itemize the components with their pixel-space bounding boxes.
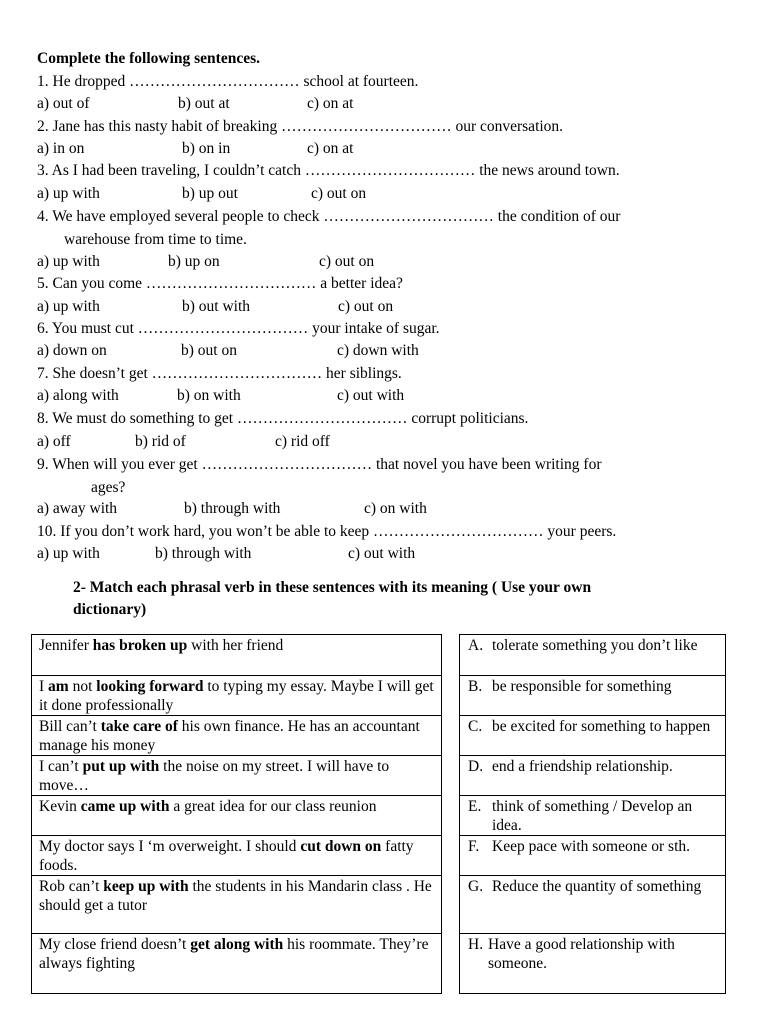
meaning-cell-c [460,715,725,755]
question-3: 3. As I had been traveling, I couldn’t catch …………………………… the news around town. [37,162,620,179]
meanings-table [459,634,726,994]
phrasal-verb: has broken up [92,637,188,654]
sentence-text: not [68,678,97,695]
question-10-option-c: c) out with [348,545,416,562]
sentence-cell-7 [32,875,441,933]
sentence-text: I can’t [39,758,83,775]
question-10: 10. If you don’t work hard, you won’t be able to keep …………………………… your peers. [37,523,617,540]
meaning-text: Reduce the quantity of something [492,878,702,895]
question-5-option-b: b) out with [182,298,251,315]
sentence-text: to typing my essay. Maybe I will get it done professionally [39,678,434,714]
sentence-text: Kevin [39,798,81,815]
phrasal-verb: looking forward [96,678,204,695]
meaning-cell-g [460,875,725,933]
sentence-cell-1 [32,635,441,675]
question-9-option-c: c) on with [364,500,427,517]
sentence-cell-3 [32,715,441,755]
sentence-cell-4 [32,755,441,795]
question-7: 7. She doesn’t get …………………………… her siblings. [37,365,402,382]
question-4-option-a: a) up with [37,253,100,270]
meaning-text: be responsible for something [492,678,672,695]
sentence-text: the noise on my street. I will have to move… [39,758,390,794]
phrasal-verb: came up with [80,798,170,815]
question-6-option-a: a) down on [37,342,107,359]
sentence-text: the students in his Mandarin class . He should get a tutor [39,878,432,914]
question-7-option-c: c) out with [337,387,405,404]
question-5-option-c: c) out on [338,298,394,315]
meaning-letter: E. [468,798,482,815]
sentence-text: his roommate. They’re always fighting [39,936,429,972]
meaning-cell-d [460,755,725,795]
meaning-letter: H. [468,936,484,953]
sentence-text: My close friend doesn’t [39,936,191,953]
question-9-option-b: b) through with [184,500,281,517]
question-1-option-b: b) out at [178,95,230,112]
meaning-cell-b [460,675,725,715]
meaning-letter: B. [468,678,483,695]
phrasal-verb: keep up with [103,878,189,895]
sentence-cell-6 [32,835,441,875]
sentence-cell-2 [32,675,441,715]
meaning-letter: G. [468,878,484,895]
meaning-text: end a friendship relationship. [492,758,673,775]
question-7-option-a: a) along with [37,387,119,404]
question-3-option-a: a) up with [37,185,100,202]
question-8-option-a: a) off [37,433,71,450]
question-2-option-a: a) in on [37,140,85,157]
sentence-text: fatty foods. [39,838,414,874]
sentence-cell-5 [32,795,441,835]
phrasal-verb: am [48,678,69,695]
meaning-cell-h [460,933,725,993]
question-4-continuation: warehouse from time to time. [64,231,247,248]
phrasal-verb: take care of [100,718,178,735]
meaning-cell-e [460,795,725,835]
meaning-text: think of something / Develop an idea. [492,798,693,834]
phrasal-verb: put up with [82,758,160,775]
meaning-text: Keep pace with someone or sth. [492,838,690,855]
sentence-text: Jennifer [39,637,93,654]
question-1-option-a: a) out of [37,95,90,112]
sentence-text: I [39,678,49,695]
question-7-option-b: b) on with [177,387,241,404]
question-8-option-b: b) rid of [135,433,186,450]
phrasal-verb: get along with [190,936,284,953]
sentences-table [31,634,442,994]
phrasal-verb: cut down on [300,838,382,855]
question-8-option-c: c) rid off [275,433,330,450]
section1-title: Complete the following sentences. [37,50,260,67]
question-3-option-c: c) out on [311,185,367,202]
question-2: 2. Jane has this nasty habit of breaking …………………………… our conversation. [37,118,564,135]
question-9-option-a: a) away with [37,500,118,517]
question-1: 1. He dropped …………………………… school at fourteen. [37,73,419,90]
sentence-text: with her friend [187,637,284,654]
question-9: 9. When will you ever get …………………………… that novel you have been writing for [37,456,602,473]
question-10-option-b: b) through with [155,545,252,562]
meaning-text: Have a good relationship with someone. [488,936,675,972]
question-6: 6. You must cut …………………………… your intake of sugar. [37,320,440,337]
meaning-letter: A. [468,637,484,654]
meaning-letter: F. [468,838,480,855]
question-4: 4. We have employed several people to check …………………………… the condition of our [37,208,621,225]
sentence-text: a great idea for our class reunion [169,798,377,815]
section2-title-line2: dictionary) [73,601,147,618]
question-9-continuation: ages? [91,479,126,496]
sentence-text: My doctor says I ‘m overweight. I should [39,838,301,855]
question-5-option-a: a) up with [37,298,100,315]
question-4-option-c: c) out on [319,253,375,270]
meaning-cell-a [460,635,725,675]
question-8: 8. We must do something to get …………………………… corrupt politicians. [37,410,529,427]
question-2-option-b: b) on in [182,140,231,157]
sentence-text: his own finance. He has an accountant manage his money [39,718,420,754]
question-1-option-c: c) on at [307,95,354,112]
question-4-option-b: b) up on [168,253,220,270]
sentence-text: Bill can’t [39,718,101,735]
question-5: 5. Can you come …………………………… a better idea? [37,275,403,292]
question-6-option-c: c) down with [337,342,419,359]
question-6-option-b: b) out on [181,342,237,359]
meaning-text: tolerate something you don’t like [492,637,698,654]
section2-title-line1: 2- Match each phrasal verb in these sentences with its meaning ( Use your own [73,579,592,596]
meaning-text: be excited for something to happen [492,718,711,735]
question-10-option-a: a) up with [37,545,100,562]
question-2-option-c: c) on at [307,140,354,157]
question-3-option-b: b) up out [182,185,238,202]
meaning-cell-f [460,835,725,875]
sentence-text: Rob can’t [39,878,104,895]
sentence-cell-8 [32,933,441,993]
meaning-letter: C. [468,718,483,735]
meaning-letter: D. [468,758,484,775]
